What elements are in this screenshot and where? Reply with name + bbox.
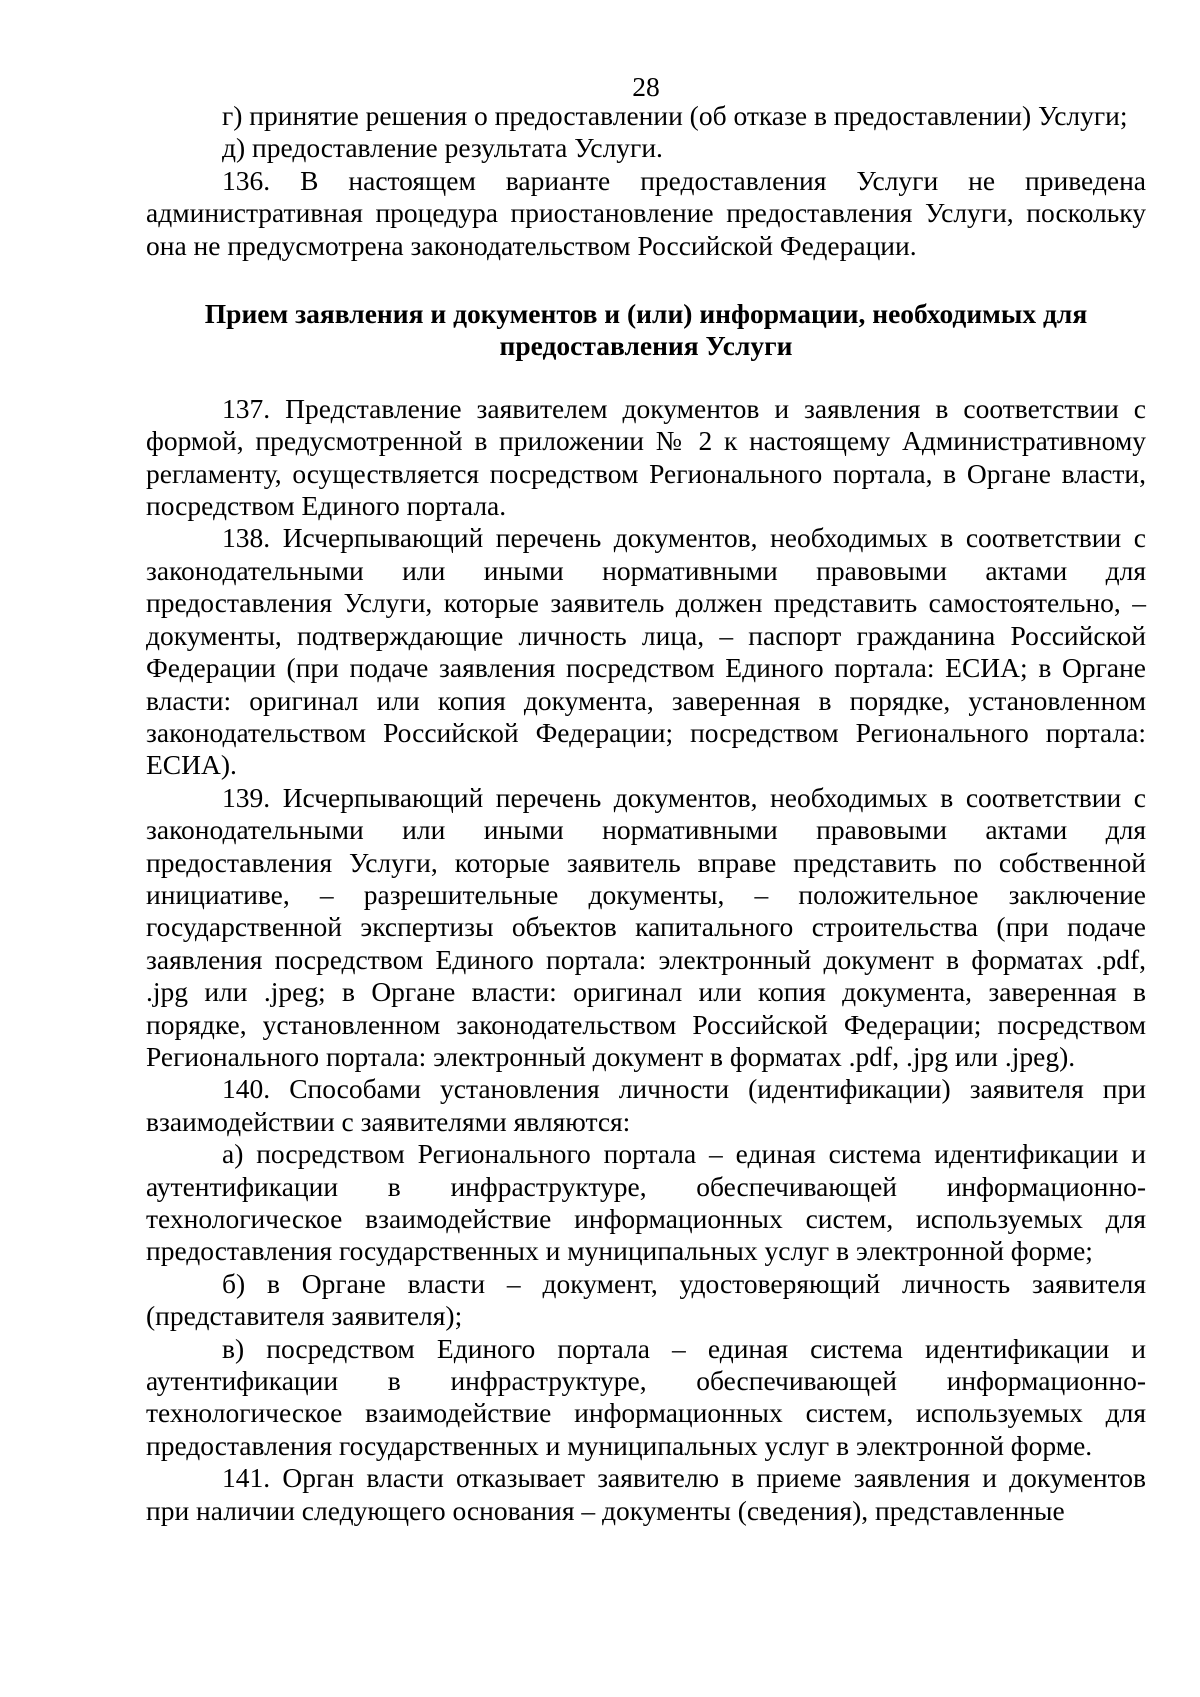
paragraph-138: 138. Исчерпывающий перечень документов, необходимых в соответствии с законодательными или иными нормативными правовыми актами для предоставления Услуги, которые заявитель должен представить самостоятельно, – документы, подтверждающие личность лица, – паспорт гражданина Российской Федерации (при подаче заявления посредством Единого портала: ЕСИА; в Органе власти: оригинал или копия документа, заверенная в порядке, установленном законодательством Российской Федерации; посредством Регионального портала: ЕСИА). bbox=[146, 522, 1146, 781]
section-heading bbox=[146, 298, 1146, 363]
document-page bbox=[146, 60, 1146, 1527]
paragraph-140-a: а) посредством Регионального портала – единая система идентификации и аутентификации в инфраструктуре, обеспечивающей информационно-технологическое взаимодействие информационных систем, используемых для предоставления государственных и муниципальных услуг в электронной форме; bbox=[146, 1138, 1146, 1267]
paragraph-item-d: д) предоставление результата Услуги. bbox=[222, 132, 663, 164]
page-number: 28 bbox=[632, 71, 660, 102]
paragraph-136: 136. В настоящем варианте предоставления Услуги не приведена административная процедура приостановление предоставления Услуги, поскольку она не предусмотрена законодательством Российской Федерации. bbox=[146, 164, 1146, 261]
section-heading-line-1: Прием заявления и документов и (или) информации, необходимых для bbox=[204, 298, 1088, 330]
paragraph-139: 139. Исчерпывающий перечень документов, необходимых в соответствии с законодательными или иными нормативными правовыми актами для предоставления Услуги, которые заявитель вправе представить по собственной инициативе, – разрешительные документы, – положительное заключение государственной экспертизы объектов капитального строительства (при подаче заявления посредством Единого портала: электронный документ в форматах .pdf, .jpg или .jpeg; в Органе власти: оригинал или копия документа, заверенная в порядке, установленном законодательством Российской Федерации; посредством Регионального портала: электронный документ в форматах .pdf, .jpg или .jpeg). bbox=[146, 781, 1146, 1072]
section-heading-line-2: предоставления Услуги bbox=[499, 330, 793, 362]
paragraph-137: 137. Представление заявителем документов и заявления в соответствии с формой, предусмотренной в приложении № 2 к настоящему Административному регламенту, осуществляется посредством Регионального портала, в Органе власти, посредством Единого портала. bbox=[146, 392, 1146, 522]
paragraph-140: 140. Способами установления личности (идентификации) заявителя при взаимодействии с заявителями являются: bbox=[146, 1073, 1146, 1137]
paragraph-item-g: г) принятие решения о предоставлении (об отказе в предоставлении) Услуги; bbox=[222, 100, 1128, 131]
paragraph-141: 141. Орган власти отказывает заявителю в приеме заявления и документов при наличии следующего основания – документы (сведения), представленные bbox=[146, 1462, 1146, 1526]
paragraph-140-b: б) в Органе власти – документ, удостоверяющий личность заявителя (представителя заявителя); bbox=[146, 1267, 1146, 1332]
paragraph-140-v: в) посредством Единого портала – единая система идентификации и аутентификации в инфраструктуре, обеспечивающей информационно-технологическое взаимодействие информационных систем, используемых для предоставления государственных и муниципальных услуг в электронной форме. bbox=[146, 1332, 1146, 1461]
